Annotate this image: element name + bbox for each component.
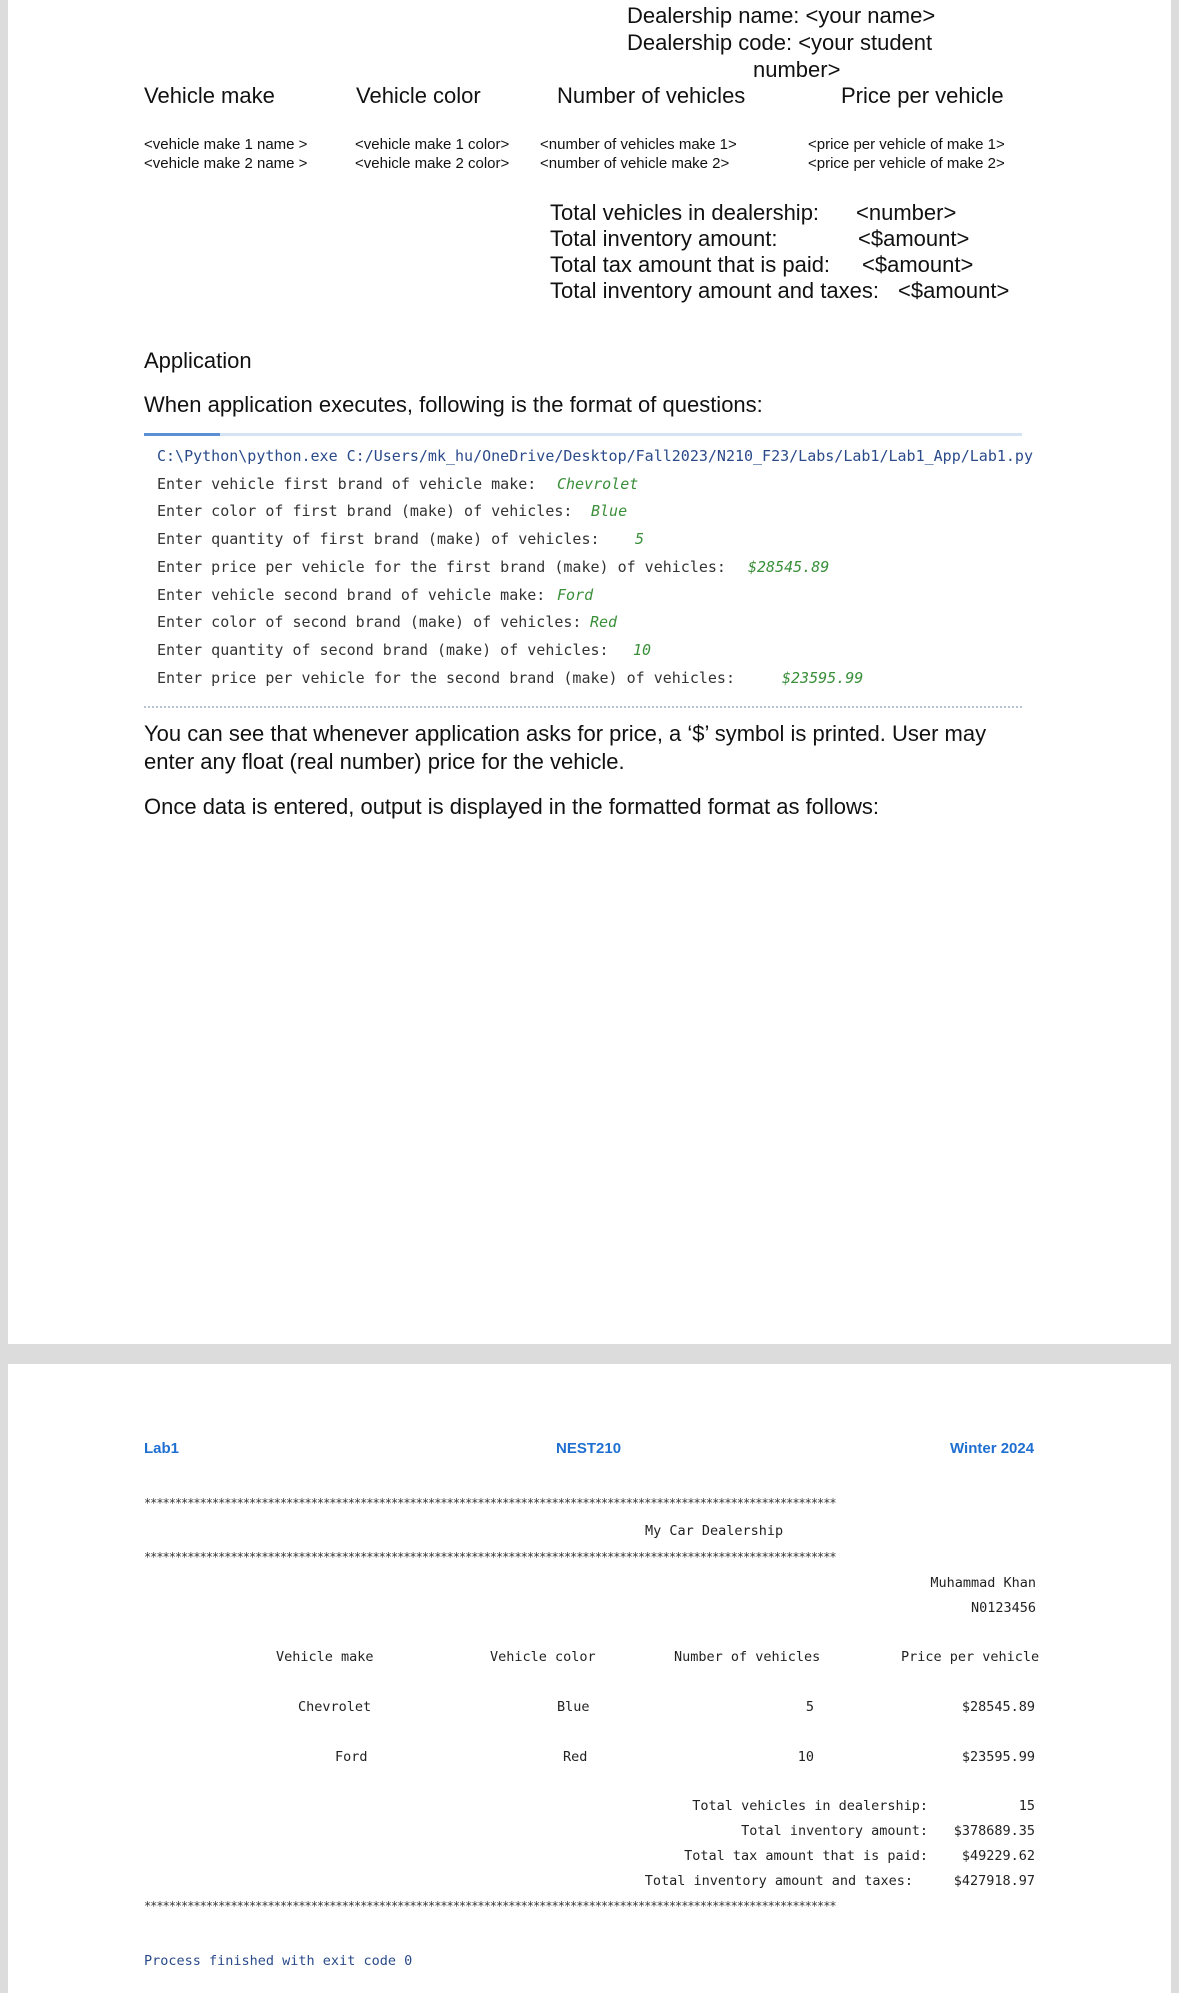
output-header-make: Vehicle make — [276, 1649, 374, 1665]
console-input: Blue — [591, 502, 628, 520]
output-row-2-price: $23595.99 — [961, 1749, 1035, 1765]
template-header-price: Price per vehicle — [841, 83, 1004, 108]
dealership-code-line: Dealership code: <your student — [627, 30, 933, 55]
output-total-tax-label: Total tax amount that is paid: — [684, 1848, 928, 1864]
output-header-color: Vehicle color — [490, 1649, 596, 1665]
output-header-count: Number of vehicles — [674, 1649, 821, 1665]
template-row-2-color: <vehicle make 2 color> — [355, 155, 510, 172]
output-row-1-color: Blue — [557, 1699, 590, 1715]
console-prompt: Enter quantity of first brand (make) of vehicles: — [157, 530, 600, 548]
separator-stars-title: **************************************************************************************************************** — [144, 1550, 836, 1564]
console-command: C:\Python\python.exe C:/Users/mk_hu/OneDrive/Desktop/Fall2023/N210_F23/Labs/Lab1/Lab1_App/Lab1.py — [157, 447, 1033, 465]
template-header-count: Number of vehicles — [557, 83, 746, 108]
separator-stars-bottom: **************************************************************************************************************** — [144, 1899, 836, 1913]
console-tab-indicator — [144, 433, 220, 436]
template-row-1-make: <vehicle make 1 name > — [144, 136, 308, 153]
console-input: $28545.89 — [748, 558, 830, 576]
console-prompt: Enter price per vehicle for the first brand (make) of vehicles: — [157, 558, 726, 576]
console-input: $23595.99 — [782, 669, 864, 687]
output-total-vehicles-value: 15 — [1018, 1798, 1035, 1814]
template-row-2-count: <number of vehicle make 2> — [540, 155, 730, 172]
console-input: Red — [590, 613, 618, 631]
document-page-1 — [8, 0, 1171, 1344]
template-total-vehicles-label: Total vehicles in dealership: — [550, 200, 820, 225]
output-total-vehicles-label: Total vehicles in dealership: — [692, 1798, 928, 1814]
header-term: Winter 2024 — [950, 1440, 1035, 1457]
template-header-make: Vehicle make — [144, 83, 275, 108]
output-row-2-color: Red — [563, 1749, 588, 1765]
output-total-inventory-label: Total inventory amount: — [741, 1823, 928, 1839]
console-prompt: Enter color of first brand (make) of vehicles: — [157, 502, 573, 520]
template-total-tax-value: <$amount> — [862, 252, 974, 277]
dealership-code-line-cont: number> — [753, 57, 841, 82]
output-total-taxes-value: $427918.97 — [953, 1873, 1035, 1889]
output-row-1-price: $28545.89 — [961, 1699, 1035, 1715]
header-course: NEST210 — [556, 1440, 622, 1457]
template-total-taxes-label: Total inventory amount and taxes: — [550, 278, 879, 303]
output-header-price: Price per vehicle — [901, 1649, 1040, 1665]
template-total-inventory-label: Total inventory amount: — [550, 226, 778, 251]
template-total-tax-label: Total tax amount that is paid: — [550, 252, 831, 277]
application-heading: Application — [144, 348, 252, 373]
template-row-1-price: <price per vehicle of make 1> — [808, 136, 1005, 153]
output-title: My Car Dealership — [645, 1523, 784, 1539]
console-prompt: Enter price per vehicle for the second brand (make) of vehicles: — [157, 669, 735, 687]
console-input: Chevrolet — [557, 475, 639, 493]
console-prompt: Enter vehicle first brand of vehicle make: — [157, 475, 537, 493]
template-row-2-make: <vehicle make 2 name > — [144, 155, 308, 172]
intro-text: When application executes, following is the format of questions: — [144, 392, 763, 417]
separator-stars-top: **************************************************************************************************************** — [144, 1496, 836, 1510]
output-name: Muhammad Khan — [930, 1575, 1036, 1591]
console-input: Ford — [557, 586, 594, 604]
output-row-1-count: 5 — [805, 1699, 814, 1715]
header-lab: Lab1 — [144, 1440, 180, 1457]
console-input: 10 — [633, 641, 652, 659]
console-prompt: Enter vehicle second brand of vehicle make: — [157, 586, 546, 604]
paragraph-price-line-2: enter any float (real number) price for the vehicle. — [144, 749, 625, 774]
console-prompt: Enter quantity of second brand (make) of vehicles: — [157, 641, 609, 659]
console-output — [144, 433, 1033, 708]
template-header-color: Vehicle color — [356, 83, 481, 108]
document-page-2 — [8, 1364, 1171, 1993]
paragraph-price-line-1: You can see that whenever application asks for price, a ‘$’ symbol is printed. User may — [144, 721, 987, 746]
output-total-taxes-label: Total inventory amount and taxes: — [644, 1873, 913, 1889]
template-total-vehicles-value: <number> — [856, 200, 957, 225]
template-row-1-color: <vehicle make 1 color> — [355, 136, 510, 153]
output-row-2-make: Ford — [335, 1749, 368, 1765]
template-row-2-price: <price per vehicle of make 2> — [808, 155, 1005, 172]
output-row-1-make: Chevrolet — [298, 1699, 372, 1715]
output-code: N0123456 — [970, 1600, 1036, 1616]
template-row-1-count: <number of vehicles make 1> — [540, 136, 737, 153]
template-total-taxes-value: <$amount> — [898, 278, 1010, 303]
paragraph-output: Once data is entered, output is displayed in the formatted format as follows: — [144, 794, 879, 819]
console-prompt: Enter color of second brand (make) of vehicles: — [157, 613, 582, 631]
output-total-tax-value: $49229.62 — [961, 1848, 1035, 1864]
output-row-2-count: 10 — [797, 1749, 814, 1765]
process-finished: Process finished with exit code 0 — [144, 1953, 413, 1969]
console-input: 5 — [635, 530, 645, 548]
template-total-inventory-value: <$amount> — [858, 226, 970, 251]
dealership-name-line: Dealership name: <your name> — [627, 3, 936, 28]
output-total-inventory-value: $378689.35 — [953, 1823, 1035, 1839]
